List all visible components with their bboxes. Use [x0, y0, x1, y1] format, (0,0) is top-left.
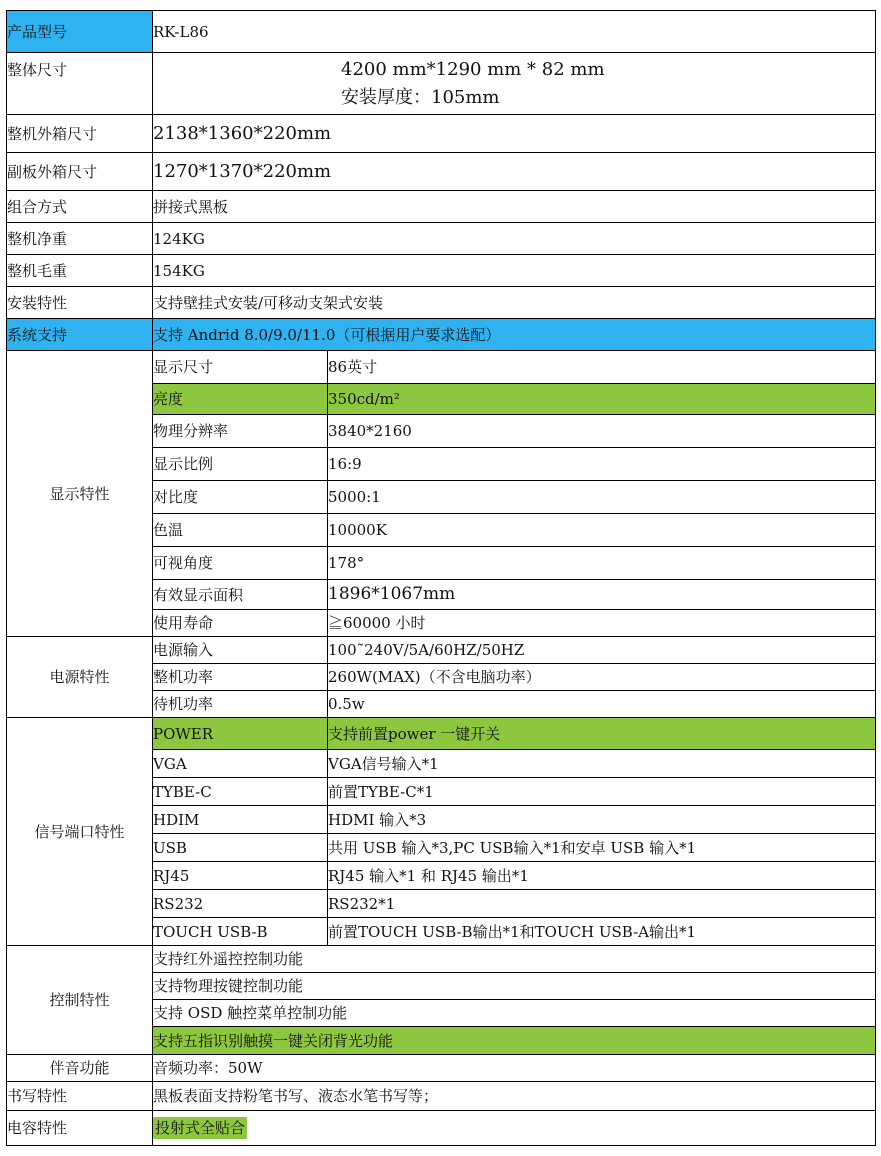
port-label: RJ45	[153, 862, 328, 890]
row-system	[7, 319, 876, 351]
label-capacitive: 电容特性	[7, 1111, 153, 1146]
control-item: 支持五指识别触摸一键关闭背光功能	[153, 1027, 876, 1055]
value-system: 支持 Andrid 8.0/9.0/11.0（可根据用户要求选配）	[153, 319, 876, 351]
value-combo: 拼接式黑板	[153, 191, 876, 223]
port-value: 共用 USB 输入*3,PC USB输入*1和安卓 USB 输入*1	[328, 834, 876, 862]
spec-table	[6, 10, 876, 1146]
label-system: 系统支持	[7, 319, 153, 351]
display-label: 显示比例	[153, 448, 328, 481]
display-value: 16:9	[328, 448, 876, 481]
display-value: 178°	[328, 547, 876, 580]
control-item: 支持物理按键控制功能	[153, 973, 876, 1000]
label-combo: 组合方式	[7, 191, 153, 223]
value-main-box: 2138*1360*220mm	[153, 115, 876, 153]
port-label: TYBE-C	[153, 778, 328, 806]
port-label: TOUCH USB-B	[153, 918, 328, 946]
label-gross-weight: 整机毛重	[7, 255, 153, 287]
label-install: 安装特性	[7, 287, 153, 319]
display-value: 1896*1067mm	[328, 580, 876, 610]
value-size-dimensions: 4200 mm*1290 mm * 82 mm	[341, 58, 605, 80]
display-label: 亮度	[153, 384, 328, 415]
display-label: 物理分辨率	[153, 415, 328, 448]
value-capacitive: 投射式全贴合	[155, 1119, 246, 1137]
row-model	[7, 11, 876, 53]
port-value: RJ45 输入*1 和 RJ45 输出*1	[328, 862, 876, 890]
row-audio	[7, 1055, 876, 1082]
row-main-box	[7, 115, 876, 153]
section-power: 电源特性	[7, 637, 153, 718]
label-sub-box: 副板外箱尺寸	[7, 153, 153, 191]
port-value: 支持前置power 一键开关	[328, 718, 876, 750]
label-size: 整体尺寸	[7, 53, 153, 115]
display-row	[7, 351, 876, 384]
row-net-weight	[7, 223, 876, 255]
value-gross-weight: 154KG	[153, 255, 876, 287]
control-item: 支持 OSD 触控菜单控制功能	[153, 1000, 876, 1027]
label-main-box: 整机外箱尺寸	[7, 115, 153, 153]
display-label: 对比度	[153, 481, 328, 514]
row-writing	[7, 1082, 876, 1111]
port-value: HDMI 输入*3	[328, 806, 876, 834]
power-value: 0.5w	[328, 691, 876, 718]
row-size	[7, 53, 876, 115]
port-label: RS232	[153, 890, 328, 918]
power-label: 整机功率	[153, 664, 328, 691]
label-model: 产品型号	[7, 11, 153, 53]
row-capacitive	[7, 1111, 876, 1146]
section-ports: 信号端口特性	[7, 718, 153, 946]
value-sub-box: 1270*1370*220mm	[153, 153, 876, 191]
power-label: 电源输入	[153, 637, 328, 664]
row-combo	[7, 191, 876, 223]
label-audio: 伴音功能	[7, 1055, 153, 1082]
display-label: 有效显示面积	[153, 580, 328, 610]
value-net-weight: 124KG	[153, 223, 876, 255]
port-value: 前置TYBE-C*1	[328, 778, 876, 806]
display-value: 3840*2160	[328, 415, 876, 448]
port-value: 前置TOUCH USB-B输出*1和TOUCH USB-A输出*1	[328, 918, 876, 946]
section-control: 控制特性	[7, 946, 153, 1055]
label-net-weight: 整机净重	[7, 223, 153, 255]
power-row	[7, 637, 876, 664]
display-value: 5000:1	[328, 481, 876, 514]
display-label: 使用寿命	[153, 610, 328, 637]
control-item: 支持红外遥控控制功能	[153, 946, 876, 973]
display-label: 显示尺寸	[153, 351, 328, 384]
display-value: 350cd/m²	[328, 384, 876, 415]
power-label: 待机功率	[153, 691, 328, 718]
control-row	[7, 946, 876, 973]
port-row	[7, 718, 876, 750]
display-label: 色温	[153, 514, 328, 547]
value-install: 支持壁挂式安装/可移动支架式安装	[153, 287, 876, 319]
display-value: 10000K	[328, 514, 876, 547]
value-audio: 音频功率：50W	[153, 1055, 876, 1082]
display-label: 可视角度	[153, 547, 328, 580]
label-writing: 书写特性	[7, 1082, 153, 1111]
row-gross-weight	[7, 255, 876, 287]
value-writing: 黑板表面支持粉笔书写、液态水笔书写等；	[153, 1082, 876, 1111]
power-value: 260W(MAX)（不含电脑功率）	[328, 664, 876, 691]
power-value: 100˜240V/5A/60HZ/50HZ	[328, 637, 876, 664]
port-label: VGA	[153, 750, 328, 778]
port-label: USB	[153, 834, 328, 862]
value-capacitive-cell	[153, 1111, 876, 1146]
port-label: HDIM	[153, 806, 328, 834]
port-label: POWER	[153, 718, 328, 750]
value-model: RK-L86	[153, 11, 876, 53]
display-value: ≧60000 小时	[328, 610, 876, 637]
value-size-thickness: 安装厚度：105mm	[341, 86, 500, 108]
row-install	[7, 287, 876, 319]
port-value: VGA信号输入*1	[328, 750, 876, 778]
section-display: 显示特性	[7, 351, 153, 637]
display-value: 86英寸	[328, 351, 876, 384]
value-size	[153, 53, 876, 115]
row-sub-box	[7, 153, 876, 191]
port-value: RS232*1	[328, 890, 876, 918]
